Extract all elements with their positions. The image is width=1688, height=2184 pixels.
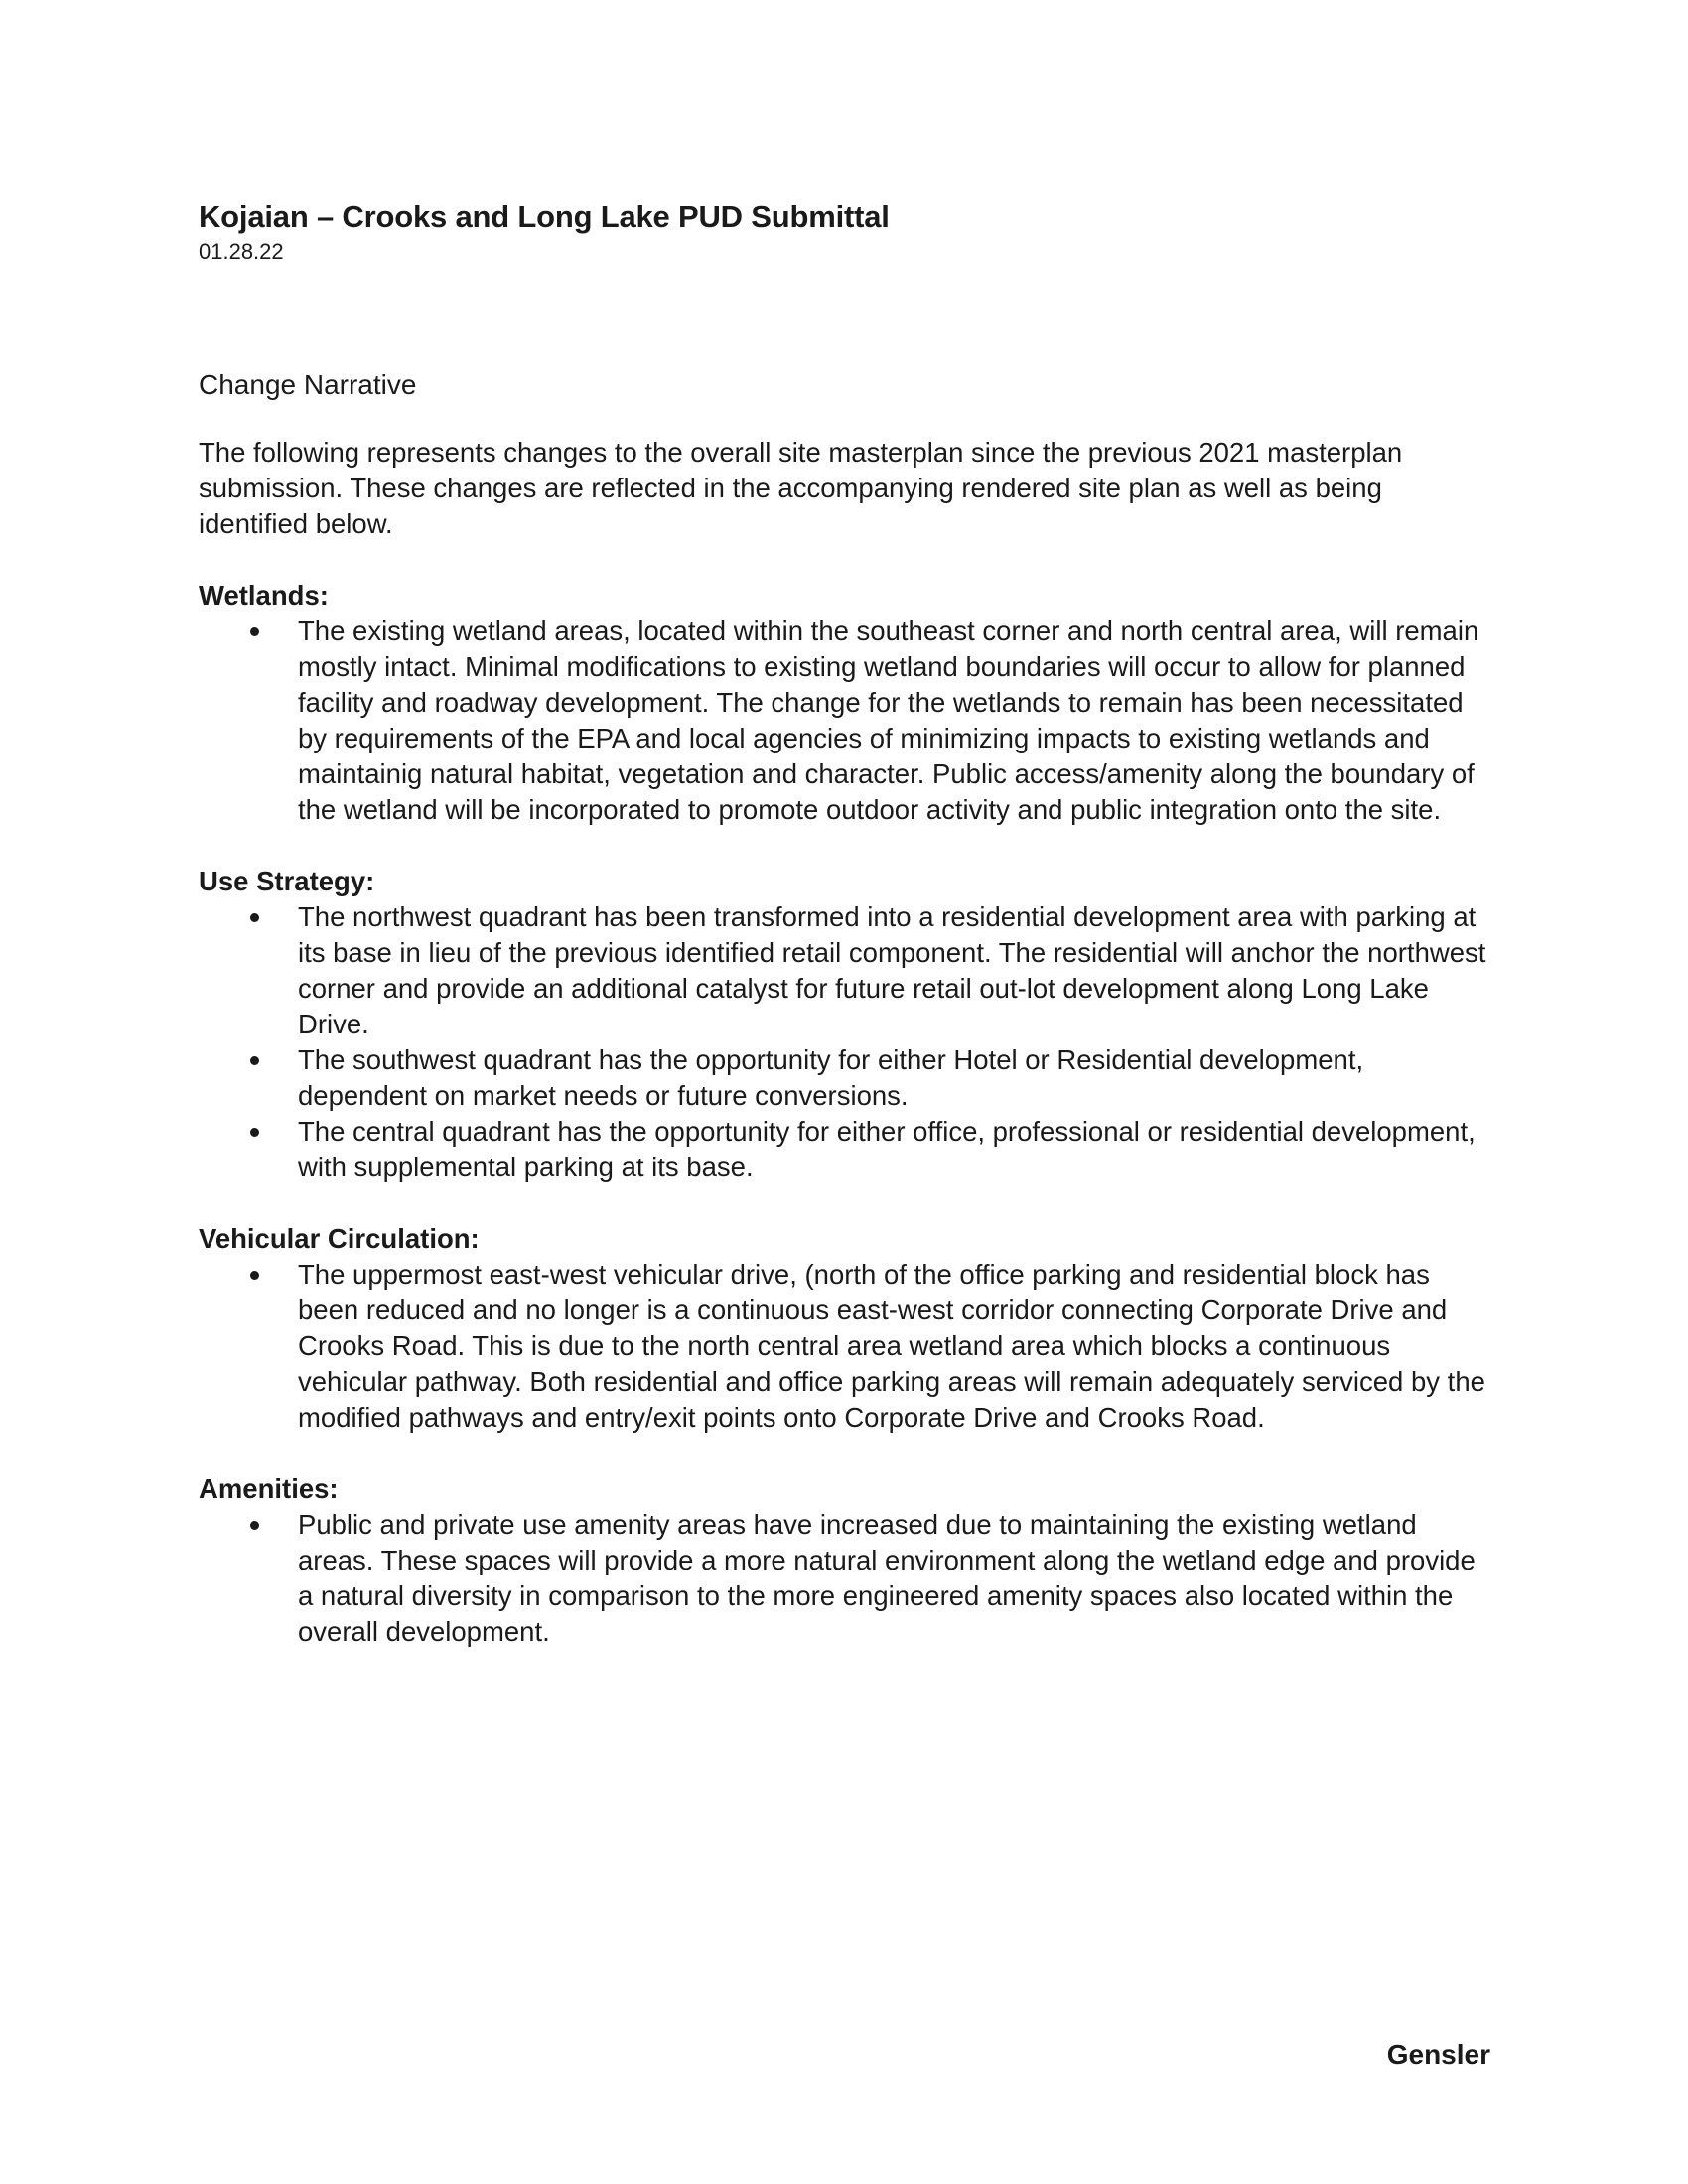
bullet-icon [250,1128,259,1137]
bullet-icon [250,1271,259,1280]
bullet-icon [250,627,259,636]
list-item-text: The northwest quadrant has been transformed into a residential development area with parking at its base in lieu of the previous identified retail component. The residential will anchor the northwest corner and provide an additional catalyst for future retail out-lot development along Long Lake Drive. [298,901,1486,1039]
list-item [199,899,1489,1042]
list-item [199,1114,1489,1185]
section-amenities [199,1471,1489,1650]
section-vehicular-circulation [199,1221,1489,1435]
list-item-text: Public and private use amenity areas have increased due to maintaining the existing wetland areas. These spaces will provide a more natural environment along the wetland edge and provide a natural diversity in comparison to the more engineered amenity spaces also located within the overall development. [298,1509,1476,1647]
list-item [199,1042,1489,1114]
document-page [199,199,1489,1650]
section-heading: Vehicular Circulation: [199,1223,480,1254]
list-item-text: The central quadrant has the opportunity for either office, professional or residential development, with supplemental parking at its base. [298,1116,1476,1182]
list-item [199,1257,1489,1435]
bullet-icon [250,1521,259,1530]
document-date: 01.28.22 [199,239,284,264]
section-heading: Amenities: [199,1473,339,1504]
list-item [199,1507,1489,1650]
list-item [199,614,1489,828]
bullet-list [199,1507,1489,1650]
list-item-text: The uppermost east-west vehicular drive, (north of the office parking and residential block has been reduced and no longer is a continuous east-west corridor connecting Corporate Drive and Crooks Road. This is due to the north central area wetland area which blocks a continuous vehicular pathway. Both residential and office parking areas will remain adequately serviced by the modified pathways and entry/exit points onto Corporate Drive and Crooks Road. [298,1259,1485,1433]
section-wetlands [199,578,1489,828]
list-item-text: The existing wetland areas, located within the southeast corner and north central area, will remain mostly intact. Minimal modifications to existing wetland boundaries will occur to allow for planned facility and roadway development. The change for the wetlands to remain has been necessitated by requirements of the EPA and local agencies of minimizing impacts to existing wetlands and maintainig natural habitat, vegetation and character. Public access/amenity along the boundary of the wetland will be incorporated to promote outdoor activity and public integration onto the site. [298,615,1479,825]
section-heading: Use Strategy: [199,866,375,896]
section-heading: Wetlands: [199,580,329,611]
intro-paragraph: The following represents changes to the overall site masterplan since the previous 2021 masterplan submission. These changes are reflected in the accompanying rendered site plan as well as being identified below. [199,437,1403,539]
bullet-list [199,1257,1489,1435]
bullet-list [199,899,1489,1185]
bullet-icon [250,913,259,922]
document-subtitle: Change Narrative [199,369,417,400]
bullet-list [199,614,1489,828]
brand-footer-logo: Gensler [1386,2039,1490,2070]
section-use-strategy [199,864,1489,1185]
list-item-text: The southwest quadrant has the opportunity for either Hotel or Residential development, dependent on market needs or future conversions. [298,1044,1364,1111]
document-title: Kojaian – Crooks and Long Lake PUD Submittal [199,200,890,234]
bullet-icon [250,1056,259,1065]
